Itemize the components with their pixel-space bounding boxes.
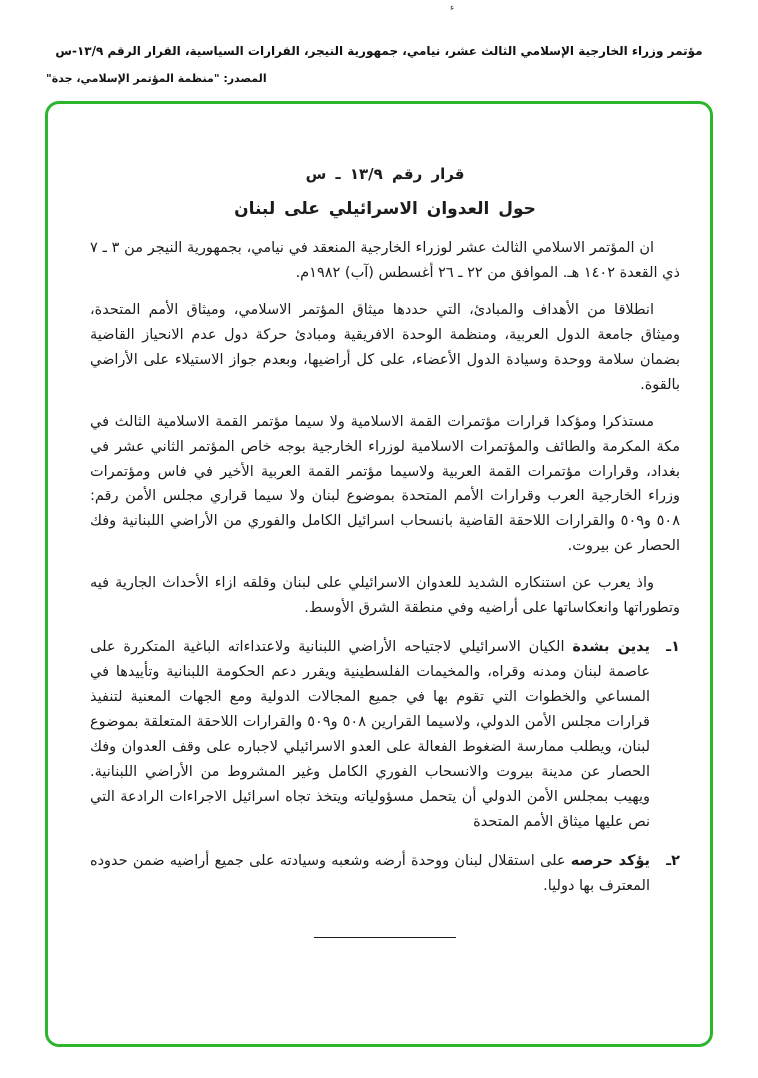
item-lead: يدين بشدة (572, 639, 651, 656)
resolution-subject-title: حول العدوان الاسرائيلي على لبنان (234, 198, 536, 219)
page-corner-mark: ء (450, 3, 455, 13)
item-text (90, 849, 650, 899)
list-item-2 (90, 849, 680, 899)
resolution-number-title: قرار رقم ١٣/٩ ـ س (305, 165, 465, 183)
item-number: ٢ـ (666, 852, 680, 869)
document-header: مؤتمر وزراء الخارجية الإسلامي الثالث عشر، نيامي، جمهورية النيجر، القرارات السياسية، القرار الرقم ١٣/٩-س (55, 44, 703, 58)
document-content (48, 104, 710, 938)
list-item-1 (90, 635, 680, 835)
item-lead: يؤكد حرصه (570, 852, 650, 869)
paragraph-preamble-session: ان المؤتمر الاسلامي الثالث عشر لوزراء الخارجية المنعقد في نيامي، بجمهورية النيجر من ٣ ـ ٧ ذي القعدة ١٤٠٢ هـ. الموافق من ٢٢ ـ ٢٦ أغسطس (آب) ١٩٨٢م. (90, 240, 680, 281)
green-border-frame (45, 101, 713, 1047)
paragraph-preamble-condemnation: واذ يعرب عن استنكاره الشديد للعدوان الاسرائيلي على لبنان وقلقه ازاء الأحداث الجارية فيه وتطوراتها وانعكاساتها على أراضيه وفي منطقة الشرق الأوسط. (90, 575, 680, 617)
footer-rule (314, 937, 456, 938)
item-body-text: على استقلال لبنان ووحدة أرضه وشعبه وسيادته على جميع أراضيه ضمن حدوده المعترف بها دوليا. (90, 852, 650, 894)
paragraph-preamble-recalling: مستذكرا ومؤكدا قرارات مؤتمرات القمة الاسلامية ولا سيما مؤتمر القمة الاسلامية الثالث في مكة المكرمة والطائف والمؤتمرات الاسلامية لوزراء الخارجية بوجه خاص المؤتمر الثاني عشر في بغداد، وقرارات مؤتمرات القمة العربية ولاسيما مؤتمر القمة العربية الأخير في فاس ومؤتمرات وزراء الخارجية العرب وقرارات الأمم المتحدة بموضوع لبنان ولا سيما قراري مجلس الأمن رقم: ٥٠٨ و٥٠٩ والقرارات اللاحقة القاضية بانسحاب اسرائيل الكامل والفوري من الأراضي اللبنانية وفك الحصار عن بيروت. (90, 413, 680, 555)
source-line: المصدر: "منظمة المؤتمر الإسلامي، جدة" (46, 72, 267, 85)
item-body-text: الكيان الاسرائيلي لاجتياحه الأراضي اللبنانية ولاعتداءاته الباغية المتكررة على عاصمة لبنان ومدنه وقراه، والمخيمات الفلسطينية ويقرر دعم الحكومة اللبنانية وتأييدها في المساعي والخطوات التي تقوم بها في جميع المجالات الدولية ومع الجهات المعنية لتنفيذ قرارات مجلس الأمن الدولي، ولاسيما القرارين ٥٠٨ و٥٠٩ والقرارات اللاحقة المتعلقة بموضوع لبنان، ويطلب ممارسة الضغوط الفعالة على العدو الاسرائيلي لاجباره على وقف العدوان وفك الحصار عن مدينة بيروت والانسحاب الفوري الكامل وغير المشروط من الأراضي اللبنانية. ويهيب بمجلس الأمن الدولي أن يتحمل مسؤولياته ويتخذ تجاه اسرائيل الاجراءات الرادعة التي نص عليها ميثاق الأمم المتحدة (90, 639, 650, 830)
item-number: ١ـ (666, 639, 680, 656)
paragraph-preamble-principles: انطلاقا من الأهداف والمبادئ، التي حددها ميثاق المؤتمر الاسلامي، وميثاق الأمم المتحدة، وميثاق جامعة الدول العربية، ومنظمة الوحدة الافريقية ومبادئ حركة دول عدم الانحياز القاضية بضمان سلامة ووحدة وسيادة الدول الأعضاء، على كل أراضيها، وبعدم جواز الاستيلاء على الأراضي بالقوة. (90, 301, 680, 393)
item-text (90, 635, 650, 835)
